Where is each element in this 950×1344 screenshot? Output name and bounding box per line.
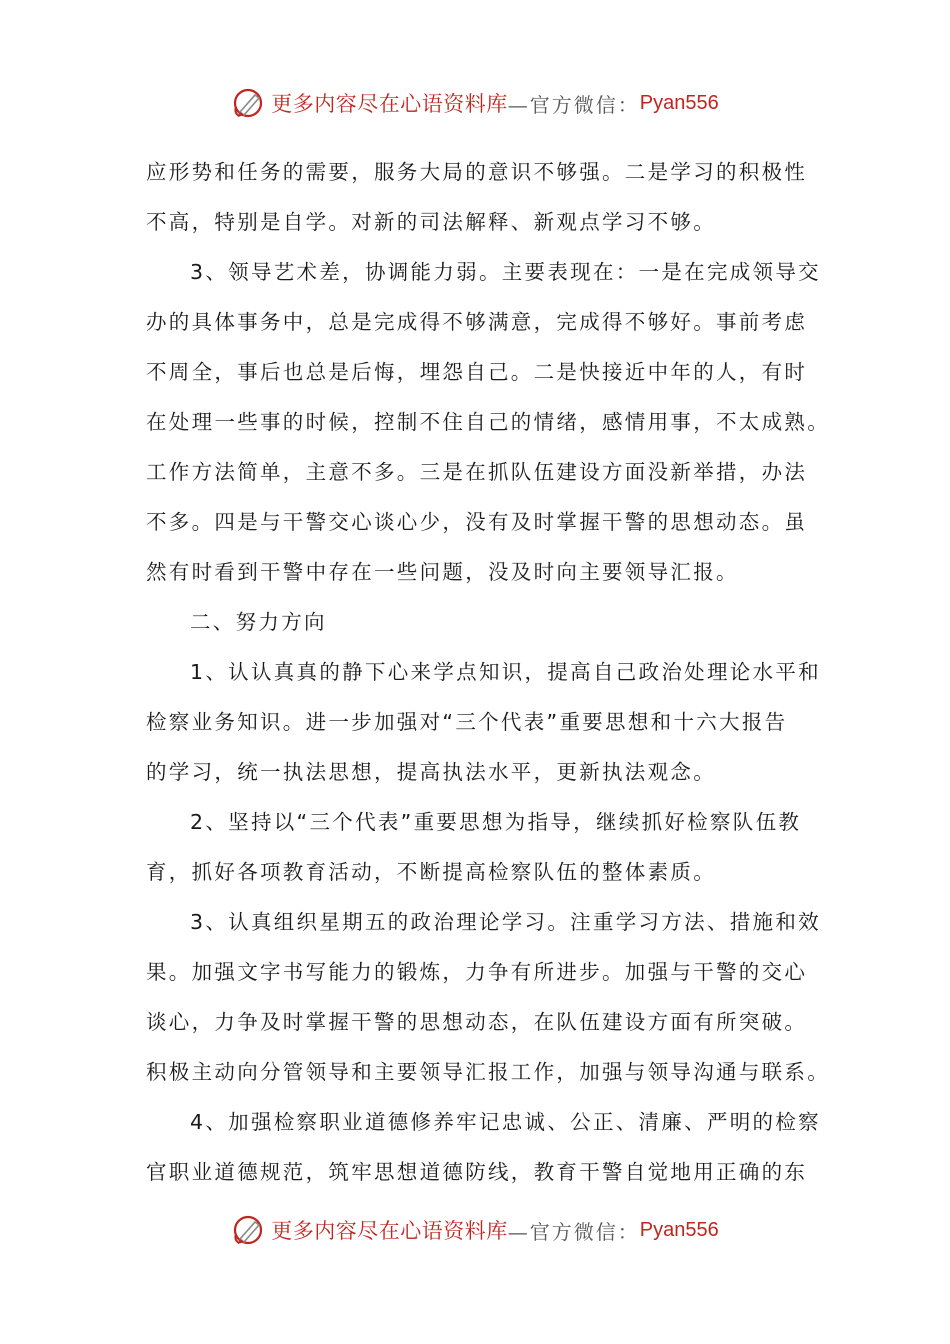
watermark-main-text: 更多内容尽在心语资料库 [271,92,508,116]
text-line: 3、领导艺术差，协调能力弱。主要表现在：一是在完成领导交 [190,260,821,284]
text-line: 积极主动向分管领导和主要领导汇报工作，加强与领导沟通与联系。 [146,1060,830,1084]
text-line: 应形势和任务的需要，服务大局的意识不够强。二是学习的积极性 [146,160,808,184]
text-line: 不高，特别是自学。对新的司法解释、新观点学习不够。 [146,210,716,234]
text-line: 4、加强检察职业道德修养牢记忠诚、公正、清廉、严明的检察 [190,1110,821,1134]
text-line: 在处理一些事的时候，控制不住自己的情绪，感情用事，不太成熟。 [146,410,830,434]
text-line: 然有时看到干警中存在一些问题，没及时向主要领导汇报。 [146,560,739,584]
watermark-header [0,83,950,123]
section-heading: 二、努力方向 [190,610,327,634]
watermark-id-text: Pyan556 [639,91,719,114]
text-line: 不多。四是与干警交心谈心少，没有及时掌握干警的思想动态。虽 [146,510,808,534]
text-line: 谈心，力争及时掌握干警的思想动态，在队伍建设方面有所突破。 [146,1010,808,1034]
text-line: 2、坚持以“三个代表”重要思想为指导，继续抓好检察队伍教 [190,810,802,834]
text-line: 办的具体事务中，总是完成得不够满意，完成得不够好。事前考虑 [146,310,808,334]
text-line: 1、认认真真的静下心来学点知识，提高自己政治处理论水平和 [190,660,821,684]
pen-logo-icon [231,85,267,121]
text-line: 工作方法简单，主意不多。三是在抓队伍建设方面没新举措，办法 [146,460,808,484]
text-line: 检察业务知识。进一步加强对“三个代表”重要思想和十六大报告 [146,710,788,734]
text-line: 不周全，事后也总是后悔，埋怨自己。二是快接近中年的人，有时 [146,360,808,384]
watermark-footer [0,1210,950,1250]
watermark-main-text: 更多内容尽在心语资料库 [271,1219,508,1243]
pen-logo-icon [231,1212,267,1248]
text-line: 育，抓好各项教育活动，不断提高检察队伍的整体素质。 [146,860,716,884]
watermark-id-text: Pyan556 [639,1218,719,1241]
text-line: 果。加强文字书写能力的锻炼，力争有所进步。加强与干警的交心 [146,960,808,984]
text-line: 官职业道德规范，筑牢思想道德防线，教育干警自觉地用正确的东 [146,1160,808,1184]
watermark-sub-text: —官方微信： [507,1219,640,1244]
text-line: 的学习，统一执法思想，提高执法水平，更新执法观念。 [146,760,716,784]
text-line: 3、认真组织星期五的政治理论学习。注重学习方法、措施和效 [190,910,821,934]
watermark-sub-text: —官方微信： [507,92,640,117]
document-body [146,147,830,1197]
